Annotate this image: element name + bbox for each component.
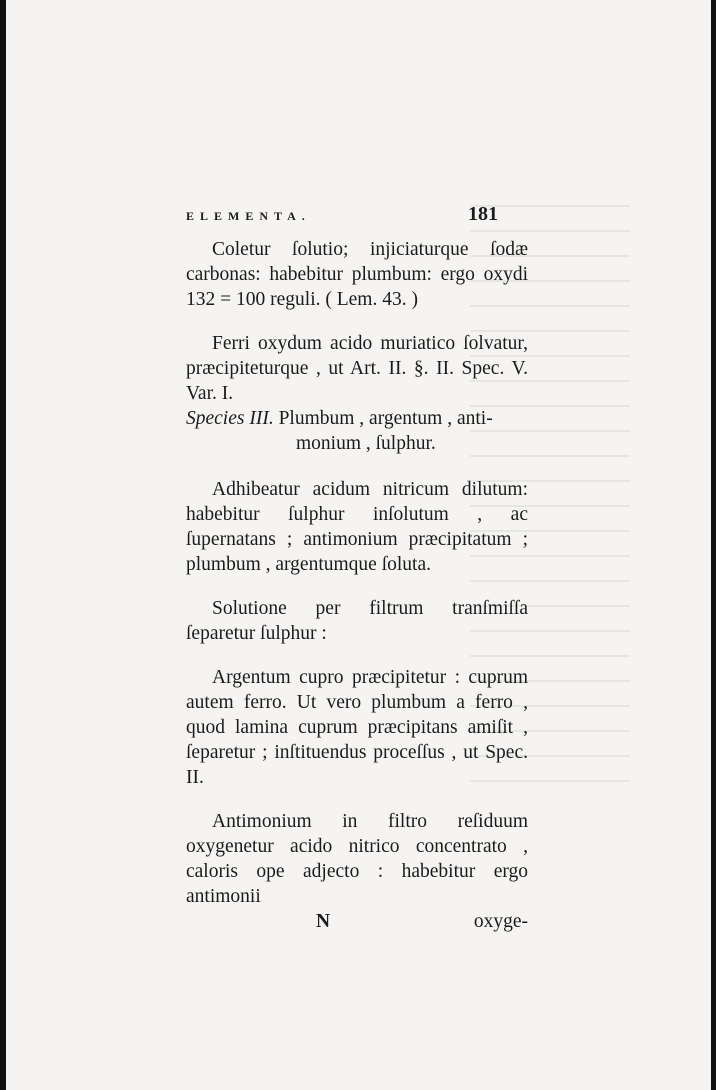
- page-number: 181: [468, 203, 498, 225]
- species-text-1: Plumbum , argentum , anti-: [278, 408, 493, 429]
- running-head: [186, 203, 498, 226]
- text-block: [186, 237, 528, 934]
- paragraph-3: Adhibeatur acidum nitricum dilutum: habebitur ſulphur inſolutum , ac ſupernatans ; antimonium præcipitatum ; plumbum , argentumque ſoluta.: [186, 479, 528, 575]
- species-label: Species III.: [186, 408, 274, 429]
- catchword: oxyge-: [473, 911, 528, 932]
- paragraph-4: Solutione per filtrum tranſmiſſa ſeparetur ſulphur :: [186, 598, 528, 644]
- paragraph-1: Coletur ſolutio; injiciaturque ſodæ carbonas: habebitur plumbum: ergo oxydi 132 = 100 reguli. ( Lem. 43. ): [186, 239, 528, 310]
- running-title: ELEMENTA.: [186, 209, 311, 223]
- footer-line: [186, 909, 528, 934]
- species-text-2: monium , ſulphur.: [296, 433, 436, 454]
- paragraph-6: Antimonium in filtro reſiduum oxygenetur acido nitrico concentrato , caloris ope adjecto : habebitur ergo antimonii: [186, 811, 528, 907]
- scan-border-right: [711, 0, 716, 1090]
- species-heading: [186, 406, 528, 431]
- signature-mark: N: [316, 911, 331, 932]
- paragraph-5: Argentum cupro præcipitetur : cuprum autem ferro. Ut vero plumbum a ferro , quod lamina cuprum præcipitans amiſit , ſeparetur ; inſtituendus proceſſus , ut Spec. II.: [186, 667, 528, 788]
- paragraph-2: Ferri oxydum acido muriatico ſolvatur, præcipiteturque , ut Art. II. §. II. Spec. V. Var. I.: [186, 333, 528, 404]
